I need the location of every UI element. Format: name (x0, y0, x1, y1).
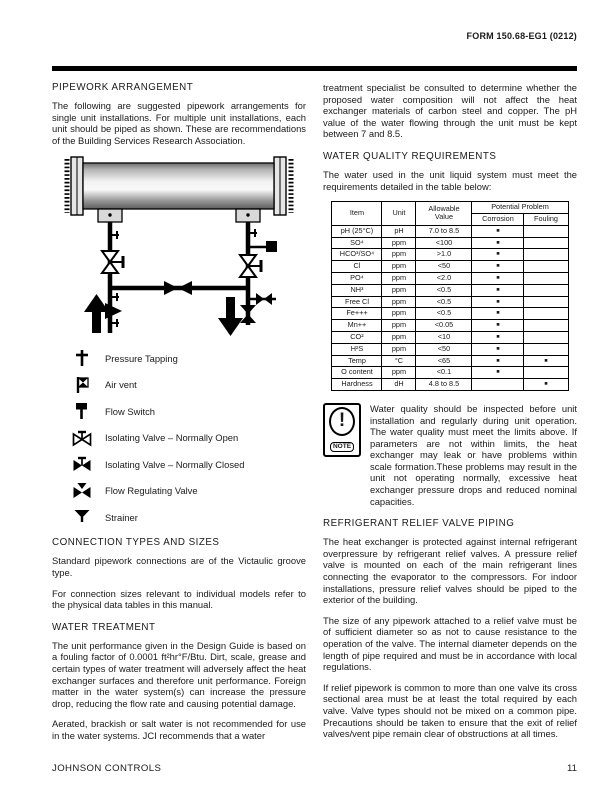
cell-allowable-value: 7.0 to 8.5 (416, 225, 472, 237)
cell-unit: ppm (382, 261, 416, 273)
table-row (332, 249, 568, 261)
table-row (332, 355, 568, 367)
header-rule (52, 66, 577, 71)
legend-label: Flow Switch (105, 405, 156, 417)
cell-corrosion-mark: ■ (472, 261, 524, 273)
cell-allowable-value: 4.8 to 8.5 (416, 379, 472, 391)
cell-corrosion-mark: ■ (472, 249, 524, 261)
water-quality-table-body (332, 225, 568, 390)
cell-item: O content (332, 367, 382, 379)
table-row (332, 343, 568, 355)
cell-item: H²S (332, 343, 382, 355)
exclamation-icon: ! (329, 407, 355, 436)
connection-paragraph-2: For connection sizes relevant to individual models refer to the physical data tables in this manual. (52, 587, 306, 611)
cell-unit: ppm (382, 343, 416, 355)
water-treatment-paragraph-2: Aerated, brackish or salt water is not recommended for use in the water systems. JCI recommends that a water (52, 718, 306, 741)
cell-corrosion-mark: ■ (472, 331, 524, 343)
cell-item: CO² (332, 331, 382, 343)
diagram-legend (72, 349, 306, 526)
cell-unit: ppm (382, 331, 416, 343)
left-column (52, 82, 306, 751)
pipework-paragraph: The following are suggested pipework arrangements for single unit installations. For multiple unit installations, each unit should be piped as shown. These are recommendations of the Building Services Research Association. (52, 100, 306, 146)
cell-corrosion-mark: ■ (472, 355, 524, 367)
table-row (332, 308, 568, 320)
water-treatment-heading: WATER TREATMENT (52, 621, 156, 633)
cell-allowable-value: <0.1 (416, 367, 472, 379)
note-icon-label: NOTE (330, 442, 354, 452)
table-row (332, 225, 568, 237)
cell-allowable-value: <50 (416, 343, 472, 355)
cell-unit: ppm (382, 272, 416, 284)
cell-item: PO⁴ (332, 272, 382, 284)
legend-item-flow-switch (72, 402, 306, 420)
cell-allowable-value: <65 (416, 355, 472, 367)
legend-label: Strainer (105, 511, 138, 523)
cell-fouling-mark (524, 225, 568, 237)
pipework-diagram (52, 155, 305, 339)
water-quality-intro: The water used in the unit liquid system must meet the requirements detailed in the table below: (323, 168, 577, 192)
cell-corrosion-mark: ■ (472, 272, 524, 284)
pipework-heading: PIPEWORK ARRANGEMENT (52, 82, 194, 93)
cell-corrosion-mark: ■ (472, 296, 524, 308)
cell-unit: ppm (382, 237, 416, 249)
cell-fouling-mark (524, 261, 568, 273)
isolating-valve-closed-icon (72, 455, 92, 473)
footer-company: JOHNSON CONTROLS (52, 763, 162, 774)
cell-fouling-mark (524, 296, 568, 308)
column-header-corrosion: Corrosion (472, 213, 524, 225)
table-row (332, 272, 568, 284)
column-header-unit: Unit (382, 202, 416, 226)
table-row (332, 284, 568, 296)
relief-valve-heading: REFRIGERANT RELIEF VALVE PIPING (323, 518, 515, 530)
table-row (332, 261, 568, 273)
table-row (332, 320, 568, 332)
cell-fouling-mark (524, 272, 568, 284)
cell-allowable-value: <10 (416, 331, 472, 343)
relief-paragraph-1: The heat exchanger is protected against internal refrigerant overpressure by refrigerant relief valves. A pressure relief valve is mounted on each of the main refrigerant lines connecting the evaporator to the compressors. For indoor installations, pressure relief valves should be piped to the exterior of the building. (323, 536, 577, 606)
cell-allowable-value: <0.5 (416, 296, 472, 308)
cell-unit: dH (382, 379, 416, 391)
table-row (332, 237, 568, 249)
legend-item-pressure-tapping (72, 349, 306, 367)
cell-corrosion-mark: ■ (472, 320, 524, 332)
relief-paragraph-2: The size of any pipework attached to a relief valve must be of sufficient diameter so as not to cause resistance to the operation of the valve. The internal diameter depends on the length of pipe required and must be in accordance with local regulations. (323, 614, 577, 673)
table-row (332, 331, 568, 343)
legend-item-strainer (72, 508, 306, 526)
cell-fouling-mark (524, 367, 568, 379)
legend-label: Air vent (105, 379, 137, 391)
legend-item-isolating-valve-closed (72, 455, 306, 473)
note-block (323, 403, 577, 507)
legend-label: Isolating Valve – Normally Closed (105, 458, 245, 470)
footer-page-number: 11 (567, 763, 577, 774)
content-columns (52, 82, 577, 751)
cell-unit: ppm (382, 249, 416, 261)
water-quality-table (331, 201, 568, 391)
cell-corrosion-mark: ■ (472, 343, 524, 355)
cell-item: SO⁴ (332, 237, 382, 249)
cell-allowable-value: <100 (416, 237, 472, 249)
cell-item: Mn++ (332, 320, 382, 332)
cell-fouling-mark (524, 320, 568, 332)
cell-allowable-value: >1.0 (416, 249, 472, 261)
continued-paragraph: treatment specialist be consulted to determine whether the proposed water composition will not affect the heat exchanger materials of carbon steel and copper. The pH value of the water flowing through the unit must be kept between 7 and 8.5. (323, 82, 577, 140)
right-column (323, 82, 577, 751)
column-header-allowable-value: Allowable Value (416, 202, 472, 226)
table-row (332, 379, 568, 391)
flow-switch-icon (72, 402, 92, 420)
cell-item: Free Cl (332, 296, 382, 308)
cell-fouling-mark (524, 237, 568, 249)
legend-item-isolating-valve-open (72, 429, 306, 447)
cell-fouling-mark: ■ (524, 355, 568, 367)
pressure-tapping-icon (72, 349, 92, 367)
cell-unit: ppm (382, 296, 416, 308)
legend-item-flow-regulating-valve (72, 482, 306, 500)
water-treatment-paragraph-1: The unit performance given in the Design Guide is based on a fouling factor of 0.0001 ft²hr°F/Btu. Dirt, scale, grease and certain types of water treatment will adversely affect the heat exchanger surfaces and therefore unit performance. Foreign matter in the water system(s) can increase the pressure drop, reducing the flow rate and causing potential damage. (52, 639, 306, 709)
cell-allowable-value: <0.5 (416, 284, 472, 296)
cell-fouling-mark (524, 343, 568, 355)
relief-paragraph-3: If relief pipework is common to more than one valve its cross sectional area must be at least the total required by each valve. Valve types should not be mixed on a common pipe. Precautions should be taken to ensure that the exit of relief valves/vent pipe remain clear of obstructions at all times. (323, 681, 577, 740)
table-row (332, 367, 568, 379)
flow-regulating-valve-icon (72, 482, 92, 500)
cell-corrosion-mark (472, 379, 524, 391)
legend-label: Flow Regulating Valve (105, 485, 198, 497)
form-number: FORM 150.68-EG1 (0212) (466, 31, 577, 41)
cell-unit: ppm (382, 320, 416, 332)
legend-label: Pressure Tapping (105, 352, 178, 364)
legend-label: Isolating Valve – Normally Open (105, 432, 239, 444)
air-vent-icon (72, 376, 92, 394)
cell-item: Hardness (332, 379, 382, 391)
column-header-item: Item (332, 202, 382, 226)
cell-fouling-mark: ■ (524, 379, 568, 391)
cell-allowable-value: <0.05 (416, 320, 472, 332)
cell-item: Fe+++ (332, 308, 382, 320)
cell-item: Cl (332, 261, 382, 273)
strainer-icon (72, 508, 92, 526)
cell-unit: ppm (382, 284, 416, 296)
connection-paragraph-1: Standard pipework connections are of the Victaulic groove type. (52, 555, 306, 578)
column-header-potential-problem: Potential Problem (472, 202, 568, 214)
cell-corrosion-mark: ■ (472, 284, 524, 296)
table-row (332, 296, 568, 308)
cell-corrosion-mark: ■ (472, 225, 524, 237)
cell-unit: ppm (382, 308, 416, 320)
cell-allowable-value: <50 (416, 261, 472, 273)
cell-item: Temp (332, 355, 382, 367)
isolating-valve-open-icon (72, 429, 92, 447)
cell-fouling-mark (524, 284, 568, 296)
cell-item: HCO³/SO⁴ (332, 249, 382, 261)
cell-fouling-mark (524, 249, 568, 261)
note-text: Water quality should be inspected before unit installation and regularly during unit operation. The water quality must meet the limits above. If parameters are not within limits, the heat exchanger may leak or have problems within scale formation.These problems may result in the unit not operating normally, excessive heat exchanger pressure drops and reduced nominal capacities. (370, 402, 577, 507)
column-header-fouling: Fouling (524, 213, 568, 225)
cell-corrosion-mark: ■ (472, 308, 524, 320)
cell-unit: ppm (382, 367, 416, 379)
cell-corrosion-mark: ■ (472, 367, 524, 379)
cell-allowable-value: <0.5 (416, 308, 472, 320)
cell-allowable-value: <2.0 (416, 272, 472, 284)
connection-heading: CONNECTION TYPES AND SIZES (52, 537, 220, 549)
water-quality-heading: WATER QUALITY REQUIREMENTS (323, 150, 497, 162)
cell-item: NH³ (332, 284, 382, 296)
cell-fouling-mark (524, 331, 568, 343)
cell-unit: °C (382, 355, 416, 367)
cell-item: pH (25°C) (332, 225, 382, 237)
cell-unit: pH (382, 225, 416, 237)
legend-item-air-vent (72, 376, 306, 394)
note-icon (323, 403, 361, 457)
cell-fouling-mark (524, 308, 568, 320)
cell-corrosion-mark: ■ (472, 237, 524, 249)
water-quality-table-header (332, 202, 568, 226)
